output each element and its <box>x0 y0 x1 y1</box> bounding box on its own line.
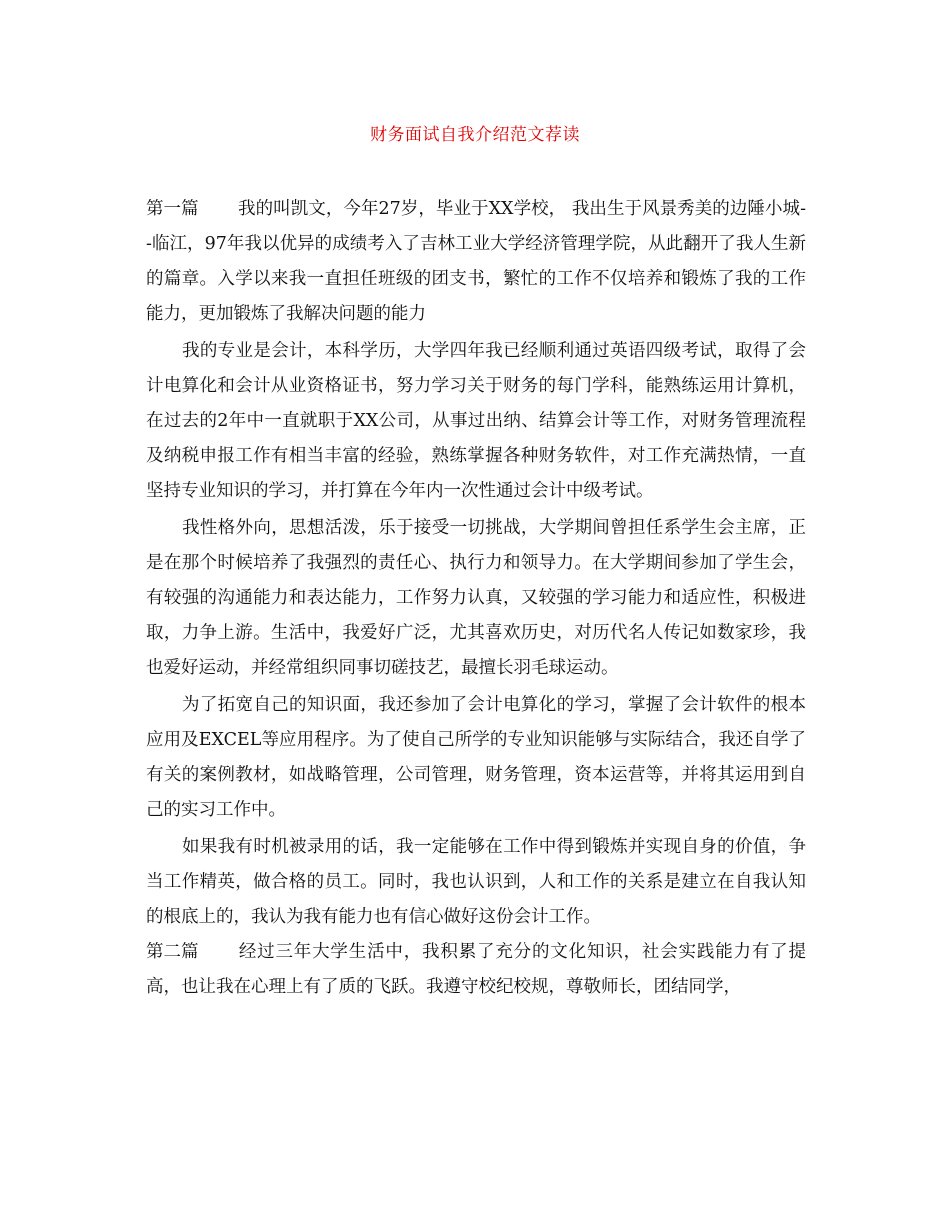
body-paragraph-3: 为了拓宽自己的知识面，我还参加了会计电算化的学习，掌握了会计软件的根本应用及EXCEL等应用程序。为了使自己所学的专业知识能够与实际结合，我还自学了有关的案例教材，如战略管理，公司管理，财务管理，资本运营等，并将其运用到自己的实习工作中。 <box>146 695 806 820</box>
section-1-text: 我的叫凯文，今年27岁，毕业于XX学校， 我出生于风景秀美的边陲小城--临江，97年我以优异的成绩考入了吉林工业大学经济管理学院，从此翻开了我人生新的篇章。入学以来我一直担任班级的团支书，繁忙的工作不仅培养和锻炼了我的工作能力，更加锻炼了我解决问题的能力 <box>146 199 806 324</box>
body-paragraph-1: 我的专业是会计，本科学历，大学四年我已经顺利通过英语四级考试，取得了会计电算化和会计从业资格证书，努力学习关于财务的每门学科，能熟练运用计算机，在过去的2年中一直就职于XX公司，从事过出纳、结算会计等工作，对财务管理流程及纳税申报工作有相当丰富的经验，熟练掌握各种财务软件，对工作充满热情，一直坚持专业知识的学习，并打算在今年内一次性通过会计中级考试。 <box>146 341 806 501</box>
section-2-paragraph <box>146 935 806 1005</box>
section-1-label: 第一篇 <box>146 199 199 219</box>
body-paragraph-2: 我性格外向，思想活泼，乐于接受一切挑战，大学期间曾担任系学生会主席，正是在那个时候培养了我强烈的责任心、执行力和领导力。在大学期间参加了学生会，有较强的沟通能力和表达能力，工作努力认真，又较强的学习能力和适应性，积极进取，力争上游。生活中，我爱好广泛，尤其喜欢历史，对历代名人传记如数家珍，我也爱好运动，并经常组织同事切磋技艺，最擅长羽毛球运动。 <box>146 518 806 678</box>
body-paragraph-4: 如果我有时机被录用的话，我一定能够在工作中得到锻炼并实现自身的价值，争当工作精英，做合格的员工。同时，我也认识到，人和工作的关系是建立在自我认知的根底上的，我认为我有能力也有信心做好这份会计工作。 <box>146 837 806 927</box>
section-1-paragraph <box>146 192 806 332</box>
document-title: 财务面试自我介绍范文荐读 <box>370 125 580 145</box>
section-2-label: 第二篇 <box>146 942 199 962</box>
document-body <box>146 192 806 1005</box>
section-2-text: 经过三年大学生活中，我积累了充分的文化知识，社会实践能力有了提高，也让我在心理上有了质的飞跃。我遵守校纪校规，尊敬师长，团结同学， <box>146 942 806 997</box>
